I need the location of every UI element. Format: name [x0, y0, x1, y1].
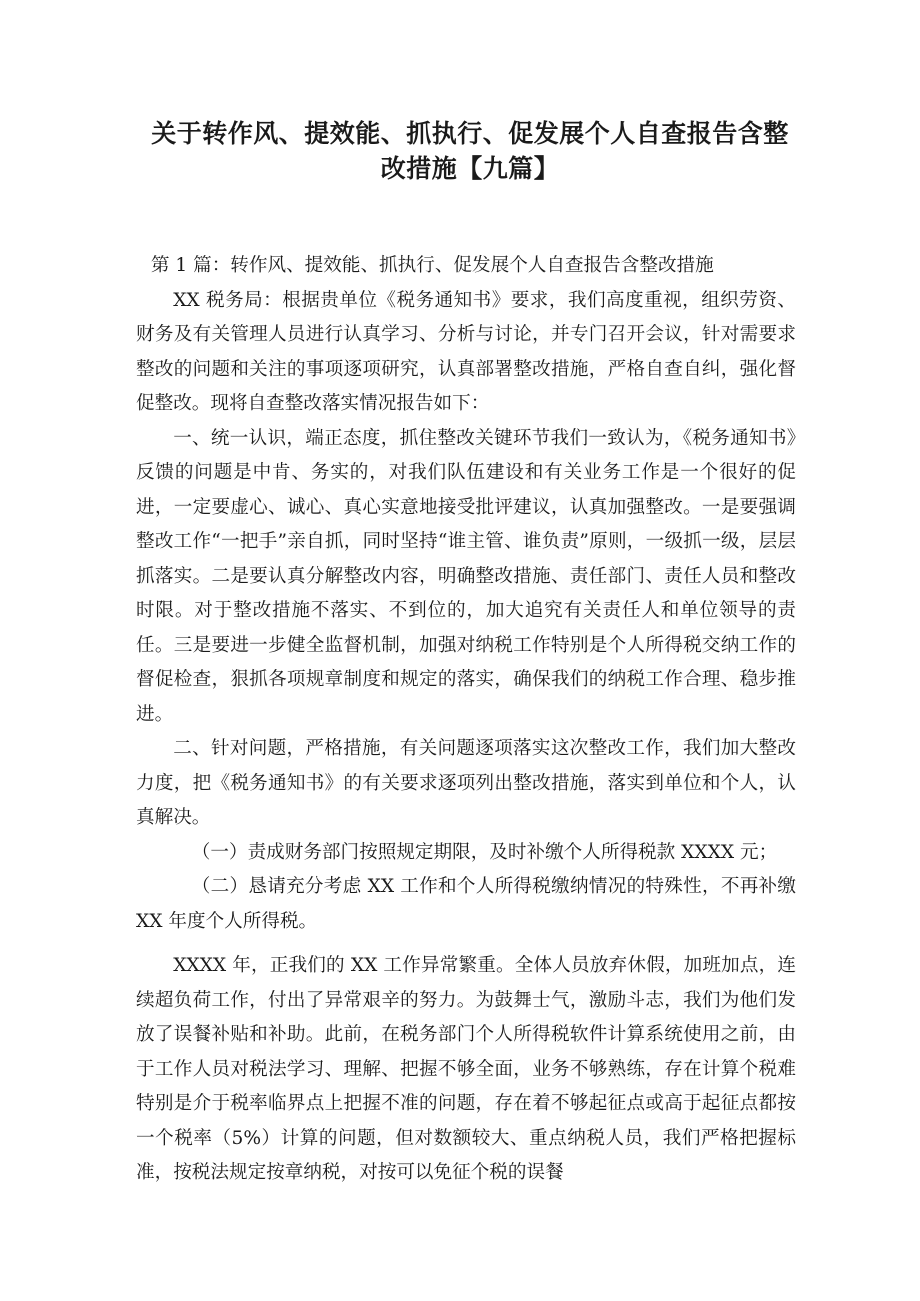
document-title-line-1: 关于转作风、提效能、抓执行、促发展个人自查报告含整 [151, 119, 789, 148]
paragraph-explanation: XXXX 年，正我们的 XX 工作异常繁重。全体人员放弃休假，加班加点，连续超负荷工作，付出了异常艰辛的努力。为鼓舞士气，激励斗志，我们为他们发放了误餐补贴和补助。此前，在税务部门个人所得税软件计算系统使用之前，由于工作人员对税法学习、理解、把握不够全面，业务不够熟练，存在计算个税难特别是介于税率临界点上把握不准的问题，存在着不够起征点或高于起征点都按一个税率（5%）计算的问题，但对数额较大、重点纳税人员，我们严格把握标准，按税法规定按章纳税，对按可以免征个税的误餐 [136, 955, 796, 1183]
paragraph-item-two: （二）恳请充分考虑 XX 工作和个人所得税缴纳情况的特殊性，不再补缴 XX 年度个人所得税。 [136, 876, 796, 932]
document-body [136, 249, 796, 1191]
paragraph-point-two: 二、针对问题，严格措施，有关问题逐项落实这次整改工作，我们加大整改力度，把《税务通知书》的有关要求逐项列出整改措施，落实到单位和个人，认真解决。 [136, 738, 796, 828]
document-title-line-2: 改措施【九篇】 [380, 154, 560, 183]
paragraph-item-one: （一）责成财务部门按照规定期限，及时补缴个人所得税款 XXXX 元； [191, 841, 778, 863]
section-heading: 第 1 篇：转作风、提效能、抓执行、促发展个人自查报告含整改措施 [150, 255, 714, 276]
paragraph-intro: XX 税务局：根据贵单位《税务通知书》要求，我们高度重视，组织劳资、财务及有关管理人员进行认真学习、分析与讨论，并专门召开会议，针对需要求整改的问题和关注的事项逐项研究，认真部署整改措施，严格自查自纠，强化督促整改。现将自查整改落实情况报告如下： [136, 289, 796, 414]
paragraph-point-one: 一、统一认识，端正态度，抓住整改关键环节我们一致认为，《税务通知书》反馈的问题是中肯、务实的，对我们队伍建设和有关业务工作是一个很好的促进，一定要虚心、诚心、真心实意地接受批评建议，认真加强整改。一是要强调整改工作“一把手”亲自抓，同时坚持“谁主管、谁负责”原则，一级抓一级，层层抓落实。二是要认真分解整改内容，明确整改措施、责任部门、责任人员和整改时限。对于整改措施不落实、不到位的，加大追究有关责任人和单位领导的责任。三是要进一步健全监督机制，加强对纳税工作特别是个人所得税交纳工作的督促检查，狠抓各项规章制度和规定的落实，确保我们的纳税工作合理、稳步推进。 [136, 427, 796, 725]
